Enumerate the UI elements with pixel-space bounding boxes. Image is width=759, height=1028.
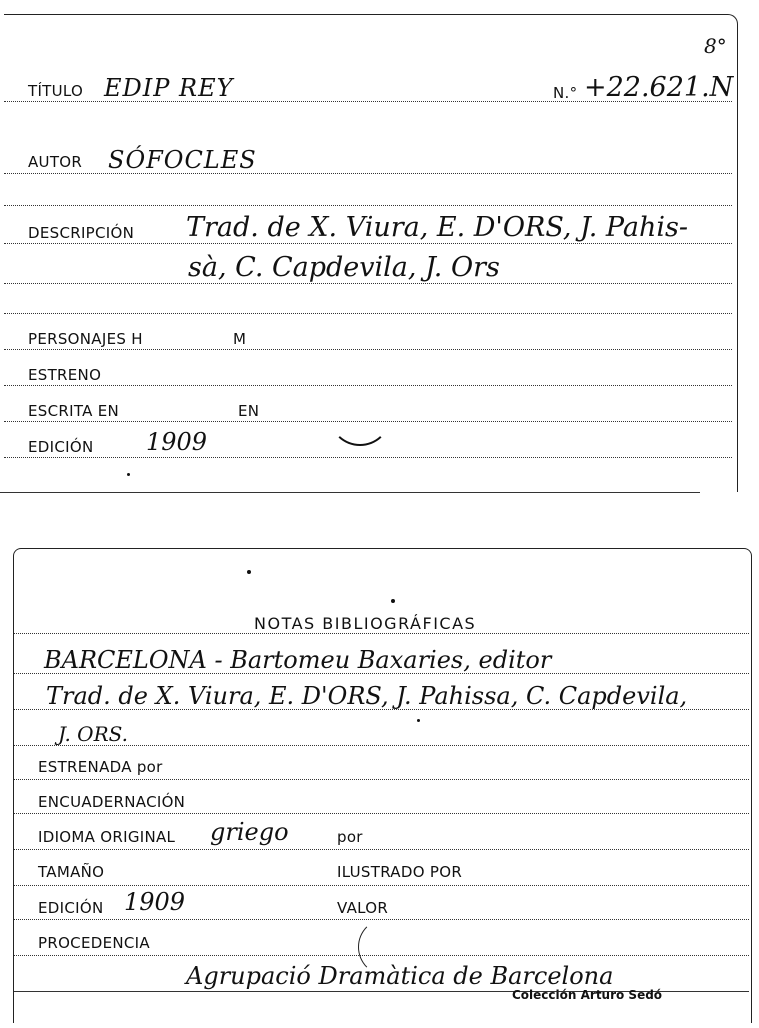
speck bbox=[127, 473, 130, 476]
dotted-rule bbox=[4, 283, 732, 284]
dotted-rule bbox=[4, 349, 732, 350]
tamano-label: TAMAÑO bbox=[38, 863, 105, 881]
en-label: EN bbox=[238, 402, 260, 420]
notes-line3: J. ORS. bbox=[58, 722, 128, 746]
punch-hole-arc bbox=[330, 390, 390, 446]
dotted-rule bbox=[4, 385, 732, 386]
descripcion-line2: sà, C. Capdevila, J. Ors bbox=[188, 252, 500, 283]
collection-stamp: Colección Arturo Sedó bbox=[512, 988, 663, 1002]
edicion-value: 1909 bbox=[146, 428, 208, 456]
edicion-value-bottom: 1909 bbox=[124, 888, 186, 916]
encuadernacion-label: ENCUADERNACIÓN bbox=[38, 793, 186, 811]
autor-label: AUTOR bbox=[28, 153, 83, 171]
edicion-label-bottom: EDICIÓN bbox=[38, 899, 104, 917]
dotted-rule bbox=[14, 885, 749, 886]
numero-value: +22.621.N bbox=[584, 72, 734, 103]
ilustrado-label: ILUSTRADO POR bbox=[337, 863, 463, 881]
procedencia-value: Agrupació Dramàtica de Barcelona bbox=[186, 962, 614, 990]
dotted-rule bbox=[4, 205, 732, 206]
valor-label: VALOR bbox=[337, 899, 389, 917]
titulo-value: EDIP REY bbox=[104, 74, 234, 102]
dotted-rule bbox=[14, 813, 749, 814]
dotted-rule bbox=[4, 243, 732, 244]
idioma-label: IDIOMA ORIGINAL bbox=[38, 828, 176, 846]
personajes-label: PERSONAJES H bbox=[28, 330, 143, 348]
dotted-rule bbox=[4, 457, 732, 458]
numero-label: N.° bbox=[553, 84, 578, 102]
autor-value: SÓFOCLES bbox=[108, 146, 257, 174]
dotted-rule bbox=[14, 633, 749, 634]
dotted-rule bbox=[4, 313, 732, 314]
estrenada-label: ESTRENADA por bbox=[38, 758, 163, 776]
notas-title: NOTAS BIBLIOGRÁFICAS bbox=[254, 614, 477, 633]
notes-line1: BARCELONA - Bartomeu Baxaries, editor bbox=[44, 646, 552, 674]
idioma-value: griego bbox=[210, 818, 289, 846]
titulo-label: TÍTULO bbox=[28, 82, 84, 100]
notes-line2: Trad. de X. Viura, E. D'ORS, J. Pahissa, C. Capdevila, bbox=[46, 682, 688, 710]
personajes-m-label: M bbox=[233, 330, 247, 348]
descripcion-line1: Trad. de X. Viura, E. D'ORS, J. Pahis- bbox=[186, 212, 688, 243]
dotted-rule bbox=[14, 849, 749, 850]
descripcion-label: DESCRIPCIÓN bbox=[28, 224, 135, 242]
escrita-en-label: ESCRITA EN bbox=[28, 402, 120, 420]
por-label: por bbox=[337, 828, 363, 846]
dotted-rule bbox=[14, 779, 749, 780]
corner-note: 8° bbox=[704, 34, 727, 58]
estreno-label: ESTRENO bbox=[28, 366, 102, 384]
edicion-label: EDICIÓN bbox=[28, 438, 94, 456]
card-top-bottom-edge bbox=[0, 492, 700, 493]
procedencia-label: PROCEDENCIA bbox=[38, 934, 150, 952]
